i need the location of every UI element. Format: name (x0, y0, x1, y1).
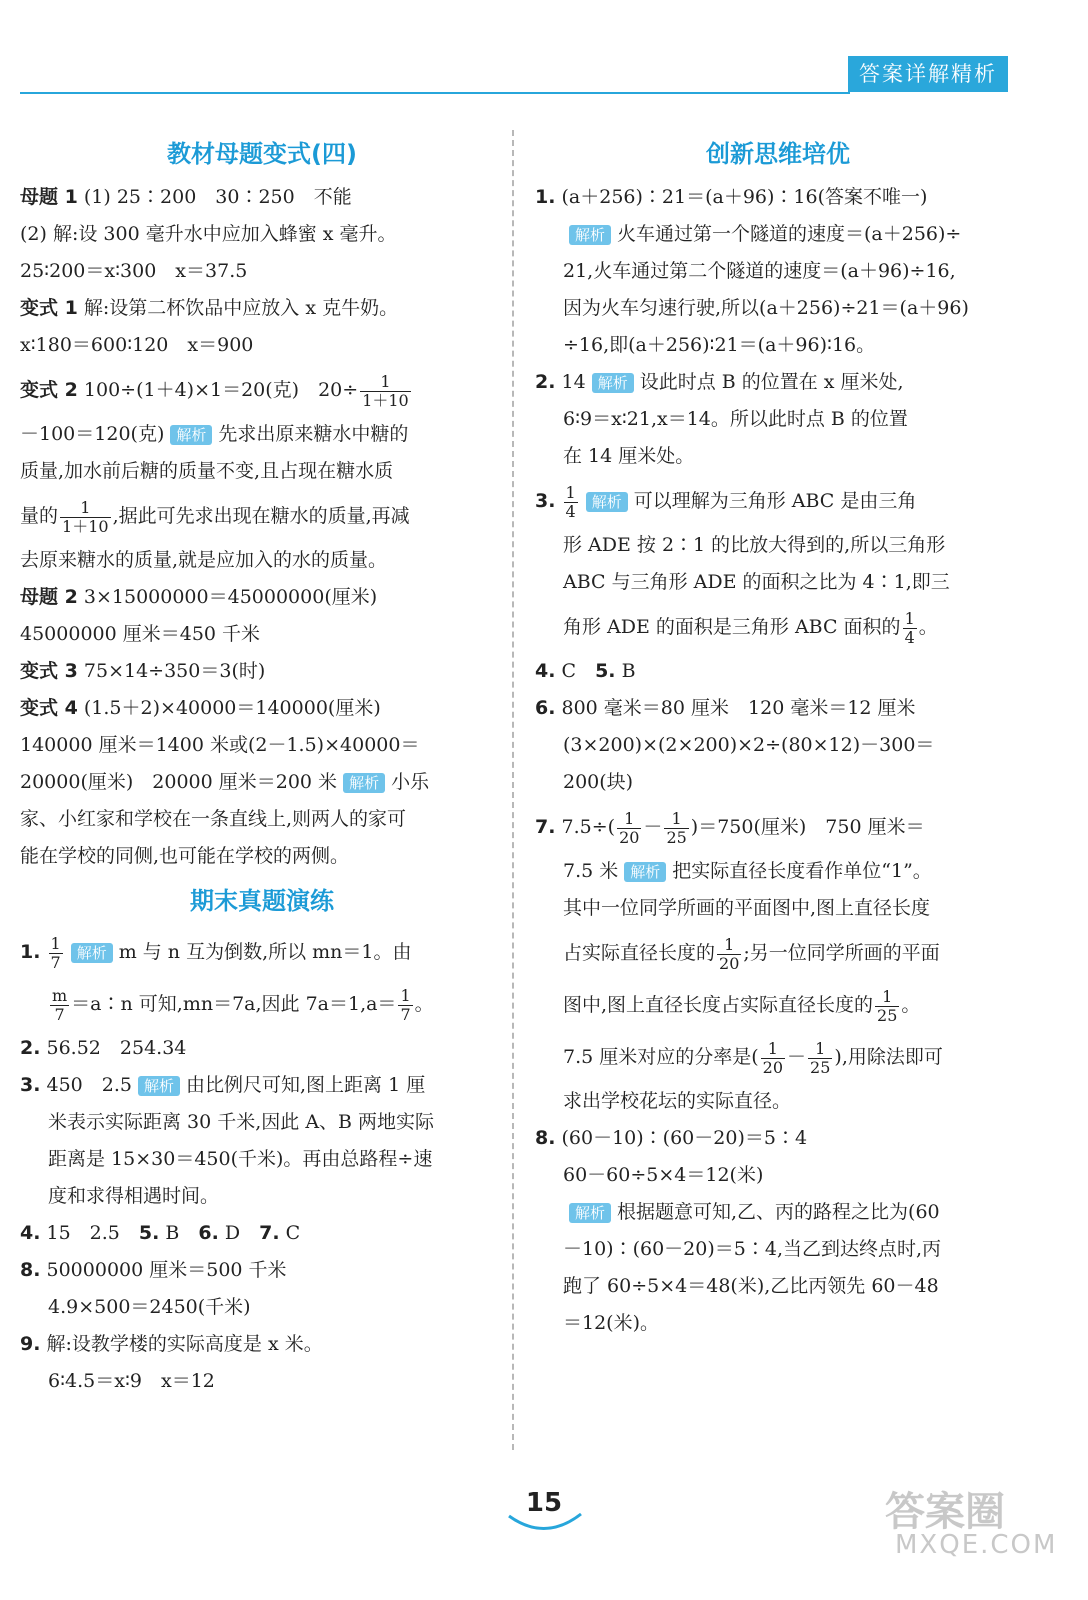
denominator: 4 (565, 501, 576, 521)
answer-line: 跑了 60÷5×4＝48(米),乙比丙领先 60－48 (563, 1275, 939, 1297)
answer-line: 求出学校花坛的实际直径。 (563, 1090, 792, 1112)
number: 8. (20, 1259, 41, 1281)
answer-line: 21,火车通过第二个隧道的速度＝(a＋96)÷16, (563, 260, 956, 282)
answer-line: 形 ADE 按 2∶1 的比放大得到的,所以三角形 (563, 534, 946, 556)
answer-line: 200(块) (563, 771, 634, 793)
numerator: 1 (617, 810, 641, 829)
text: 把实际直径长度看作单位“1”。 (672, 860, 932, 882)
number: 3. (20, 1074, 41, 1096)
answer-line (535, 601, 1021, 653)
text: 占实际直径长度的 (563, 942, 716, 964)
answer-line (20, 416, 504, 453)
denominator: 1＋10 (362, 390, 409, 410)
answer-line (20, 579, 504, 616)
section-title-final-exam: 期末真题演练 (190, 887, 334, 915)
answer-line (20, 1067, 504, 1104)
denominator: 1＋10 (62, 516, 109, 536)
answer-line: 45000000 厘米＝450 千米 (20, 623, 261, 645)
section-title-textbook: 教材母题变式(四) (167, 140, 357, 168)
text: －100＝120(克) (20, 423, 165, 445)
answer-line: 4.9×500＝2450(千米) (48, 1296, 251, 1318)
answer-line: 家、小红家和学校在一条直线上,则两人的家可 (20, 808, 407, 830)
numerator: 1 (664, 810, 688, 829)
text: 小乐 (391, 771, 430, 793)
answer-line: 度和求得相遇时间。 (48, 1185, 220, 1207)
answer-line: 因为火车匀速行驶,所以(a＋256)÷21＝(a＋96) (563, 297, 969, 319)
text: 根据题意可知,乙、丙的路程之比为(60 (617, 1201, 940, 1223)
text: ,据此可先求出现在糖水的质量,再减 (112, 505, 410, 527)
text: 14 (561, 371, 586, 393)
watermark-logo: 答案圈 (885, 1489, 1005, 1535)
answer-line (20, 1326, 504, 1363)
number: 1. (535, 186, 556, 208)
fraction (717, 936, 741, 973)
denominator: 25 (877, 1005, 898, 1025)
text: D (224, 1222, 241, 1244)
left-column (20, 128, 504, 1400)
text: 。 (414, 993, 434, 1015)
fraction (875, 988, 899, 1025)
analysis-tag: 解析 (624, 862, 666, 882)
answer-line (535, 927, 1021, 979)
answer-line: 6∶4.5＝x∶9 x＝12 (48, 1370, 215, 1392)
number: 6. (198, 1222, 219, 1244)
analysis-tag: 解析 (170, 425, 212, 445)
answer-line: ＝12(米)。 (563, 1312, 660, 1334)
text: B (165, 1222, 180, 1244)
text: 100÷(1＋4)×1＝20(克) 20÷ (83, 379, 359, 401)
text: 15 2.5 (46, 1222, 120, 1244)
denominator: 25 (810, 1057, 831, 1077)
fraction (903, 610, 917, 647)
text: C (285, 1222, 301, 1244)
denominator: 20 (719, 953, 740, 973)
answer-line (535, 979, 1021, 1031)
answer-line (535, 1120, 1021, 1157)
number: 7. (259, 1222, 280, 1244)
fraction (60, 499, 111, 536)
header-tag: 答案详解精析 (848, 56, 1008, 92)
text: 角形 ADE 的面积是三角形 ABC 面积的 (563, 616, 901, 638)
denominator: 20 (619, 827, 640, 847)
answer-line: 6∶9＝x∶21,x＝14。所以此时点 B 的位置 (563, 408, 908, 430)
answer-line (20, 764, 504, 801)
answer-line: －10)∶(60－20)＝5∶4,当乙到达终点时,丙 (563, 1238, 942, 1260)
answer-line: (3×200)×(2×200)×2÷(80×12)－300＝ (563, 734, 935, 756)
text: 由比例尺可知,图上距离 1 厘 (186, 1074, 426, 1096)
label: 变式 3 (20, 660, 78, 682)
answer-line: 米表示实际距离 30 千米,因此 A、B 两地实际 (48, 1111, 435, 1133)
answer-line (535, 653, 1021, 690)
answer-line (20, 1030, 504, 1067)
text: 800 毫米＝80 厘米 120 毫米＝12 厘米 (561, 697, 916, 719)
text: 50000000 厘米＝500 千米 (46, 1259, 287, 1281)
denominator: 4 (904, 627, 915, 647)
text: C (561, 660, 577, 682)
answer-line (20, 653, 504, 690)
analysis-tag: 解析 (343, 773, 385, 793)
fraction (49, 935, 63, 972)
number: 9. (20, 1333, 41, 1355)
page-number: 15 (525, 1488, 563, 1518)
answer-line (535, 690, 1021, 727)
number: 2. (535, 371, 556, 393)
denominator: 25 (666, 827, 687, 847)
numerator: 1 (50, 933, 61, 953)
text: m 与 n 互为倒数,所以 mn＝1。由 (118, 941, 412, 963)
answer-line: 能在学校的同侧,也可能在学校的两侧。 (20, 845, 350, 867)
numerator: 1 (761, 1040, 785, 1059)
fraction (808, 1040, 832, 1077)
numerator: 1 (875, 988, 899, 1007)
fraction (398, 987, 412, 1024)
text: 图中,图上直径长度占实际直径长度的 (563, 994, 874, 1016)
answer-line (535, 1031, 1021, 1083)
label: 母题 1 (20, 186, 78, 208)
answer-line (20, 179, 504, 216)
analysis-tag: 解析 (586, 492, 628, 512)
text: 火车通过第一个隧道的速度＝(a＋256)÷ (617, 223, 962, 245)
text: 75×14÷350＝3(时) (83, 660, 266, 682)
denominator: 7 (50, 952, 61, 972)
answer-line: ÷16,即(a＋256)∶21＝(a＋96)∶16。 (563, 334, 876, 356)
answer-line (20, 690, 504, 727)
number: 5. (138, 1222, 160, 1244)
answer-line (20, 364, 504, 416)
answer-line: 其中一位同学所画的平面图中,图上直径长度 (563, 897, 931, 919)
analysis-tag: 解析 (592, 373, 634, 393)
fraction (617, 810, 641, 847)
analysis-tag: 解析 (569, 1203, 611, 1223)
text: ;另一位同学所画的平面 (743, 942, 940, 964)
text: 3×15000000＝45000000(厘米) (83, 586, 378, 608)
answer-line: 距离是 15×30＝450(千米)。再由总路程÷速 (48, 1148, 433, 1170)
number: 5. (595, 660, 616, 682)
numerator: m (52, 985, 68, 1005)
answer-line (535, 364, 1021, 401)
text: )＝750(厘米) 750 厘米＝ (690, 816, 925, 838)
number: 6. (535, 697, 556, 719)
text: B (621, 660, 636, 682)
text: 先求出原来糖水中糖的 (218, 423, 409, 445)
denominator: 20 (762, 1057, 784, 1077)
text: (60－10)∶(60－20)＝5∶4 (561, 1127, 808, 1149)
label: 变式 1 (20, 297, 78, 319)
number: 3. (535, 490, 556, 512)
number: 8. (535, 1127, 556, 1149)
text: 450 2.5 (46, 1074, 132, 1096)
number: 7. (535, 816, 556, 838)
numerator: 1 (904, 608, 915, 628)
numerator: 1 (717, 936, 741, 955)
analysis-tag: 解析 (138, 1076, 180, 1096)
section-title-innovation: 创新思维培优 (706, 140, 850, 168)
number: 1. (20, 941, 41, 963)
column-divider (512, 130, 514, 1450)
text: 可以理解为三角形 ABC 是由三角 (633, 490, 917, 512)
text: － (643, 816, 663, 838)
right-column (535, 128, 1021, 1342)
text: 7.5 米 (563, 860, 619, 882)
answer-line (535, 179, 1021, 216)
numerator: 1 (565, 482, 576, 502)
numerator: 1 (808, 1040, 832, 1059)
text: 7.5 厘米对应的分率是( (563, 1046, 759, 1068)
fraction (761, 1040, 785, 1077)
numerator: 1 (360, 373, 411, 392)
answer-line: x∶180＝600∶120 x＝900 (20, 334, 254, 356)
analysis-tag: 解析 (569, 225, 611, 245)
text: 解:设第二杯饮品中应放入 x 克牛奶。 (83, 297, 399, 319)
answer-line: 60－60÷5×4＝12(米) (563, 1164, 764, 1186)
number: 4. (535, 660, 556, 682)
text: ),用除法即可 (834, 1046, 943, 1068)
answer-line (535, 853, 1021, 890)
answer-line (20, 490, 504, 542)
answer-line (20, 1215, 504, 1252)
answer-line (20, 290, 504, 327)
answer-line: (2) 解:设 300 毫升水中应加入蜂蜜 x 毫升。 (20, 223, 397, 245)
answer-line (535, 475, 1021, 527)
number: 4. (20, 1222, 41, 1244)
answer-line: ABC 与三角形 ADE 的面积之比为 4∶1,即三 (563, 571, 950, 593)
text: 7.5÷( (561, 816, 616, 838)
text: 20000(厘米) 20000 厘米＝200 米 (20, 771, 338, 793)
text: 。 (901, 994, 921, 1016)
fraction (664, 810, 688, 847)
text: (a＋256)∶21＝(a＋96)∶16(答案不唯一) (561, 186, 928, 208)
answer-line (535, 801, 1021, 853)
page-number-arc-icon (505, 1508, 585, 1538)
denominator: 7 (54, 1004, 65, 1024)
fraction (360, 373, 411, 410)
text: ＝a∶n 可知,mn＝7a,因此 7a＝1,a＝ (71, 993, 397, 1015)
text: － (787, 1046, 807, 1068)
answer-line (20, 1252, 504, 1289)
answer-line: 140000 厘米＝1400 米或(2－1.5)×40000＝ (20, 734, 420, 756)
answer-line (535, 216, 1021, 253)
text: 。 (918, 616, 938, 638)
text: 56.52 254.34 (46, 1037, 187, 1059)
text: 解:设教学楼的实际高度是 x 米。 (46, 1333, 323, 1355)
text: 量的 (20, 505, 59, 527)
text: (1.5＋2)×40000＝140000(厘米) (83, 697, 381, 719)
header-rule (20, 92, 850, 94)
denominator: 7 (400, 1004, 411, 1024)
numerator: 1 (400, 985, 411, 1005)
answer-line (20, 978, 504, 1030)
text: (1) 25∶200 30∶250 不能 (83, 186, 352, 208)
answer-line (535, 1194, 1021, 1231)
fraction (564, 484, 578, 521)
answer-line: 25∶200＝x∶300 x＝37.5 (20, 260, 248, 282)
number: 2. (20, 1037, 41, 1059)
answer-line (20, 926, 504, 978)
fraction (50, 987, 69, 1024)
answer-line: 去原来糖水的质量,就是应加入的水的质量。 (20, 549, 388, 571)
label: 母题 2 (20, 586, 78, 608)
numerator: 1 (60, 499, 111, 518)
label: 变式 4 (20, 697, 78, 719)
answer-line: 在 14 厘米处。 (563, 445, 695, 467)
label: 变式 2 (20, 379, 78, 401)
analysis-tag: 解析 (71, 943, 113, 963)
text: 设此时点 B 的位置在 x 厘米处, (639, 371, 904, 393)
watermark-url: MXQE.COM (895, 1530, 1058, 1560)
answer-line: 质量,加水前后糖的质量不变,且占现在糖水质 (20, 460, 394, 482)
